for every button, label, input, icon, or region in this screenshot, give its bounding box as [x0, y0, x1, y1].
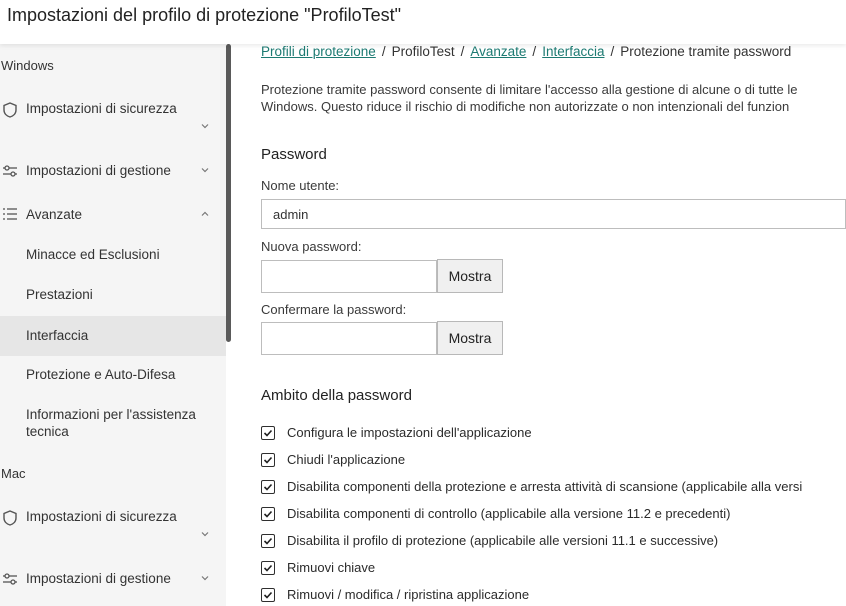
sidebar-item-label: Impostazioni di sicurezza: [26, 101, 177, 116]
sidebar-item-windows-management[interactable]: [0, 152, 226, 188]
sidebar-scrollbar[interactable]: [226, 44, 231, 342]
sliders-icon: [1, 570, 19, 588]
sidebar: [0, 44, 226, 606]
description-line-2: Windows. Questo riduce il rischio di modifiche non autorizzate o non intenzionali del funzion: [261, 99, 790, 114]
breadcrumb-separator: /: [381, 44, 386, 59]
chevron-up-icon[interactable]: [199, 208, 211, 220]
breadcrumb-current: Protezione tramite password: [620, 44, 792, 59]
breadcrumb-separator: /: [610, 44, 615, 59]
sidebar-item-label: Avanzate: [26, 207, 83, 222]
chevron-down-icon[interactable]: [199, 164, 211, 176]
sidebar-item-label: Impostazioni di sicurezza: [26, 509, 177, 524]
sidebar-item-label: Impostazioni di gestione: [26, 571, 171, 586]
checkbox[interactable]: [261, 534, 275, 548]
new-password-label: Nuova password:: [261, 239, 362, 254]
show-confirm-password-button[interactable]: Mostra: [437, 321, 503, 355]
sidebar-item-advanced[interactable]: [0, 196, 226, 232]
breadcrumb-separator: /: [532, 44, 537, 59]
scope-section-title: Ambito della password: [261, 387, 412, 404]
breadcrumb-separator: /: [460, 44, 465, 59]
password-section-title: Password: [261, 146, 327, 163]
breadcrumb-item-profile: ProfiloTest: [391, 44, 455, 59]
sidebar-item-mac-management[interactable]: [0, 560, 226, 596]
shield-icon: [1, 509, 19, 527]
description-line-1: Protezione tramite password consente di limitare l'accesso alla gestione di alcune o di tutte le: [261, 82, 798, 97]
sidebar-subitem-support-info[interactable]: Informazioni per l'assistenza tecnica: [26, 407, 196, 439]
confirm-password-label: Confermare la password:: [261, 302, 407, 317]
sidebar-item-mac-security[interactable]: [0, 504, 226, 544]
confirm-password-input[interactable]: [261, 322, 437, 355]
sidebar-item-label: Impostazioni di gestione: [26, 163, 171, 178]
window-title: Impostazioni del profilo di protezione "ProfiloTest": [7, 5, 401, 25]
checkbox[interactable]: [261, 453, 275, 467]
checkbox-label: Disabilita componenti della protezione e arresta attività di scansione (applicabile alla versi: [287, 479, 803, 494]
sidebar-subitem-protection-self-defense[interactable]: Protezione e Auto-Difesa: [26, 367, 176, 382]
username-input[interactable]: [261, 199, 846, 229]
sidebar-group-mac: Mac: [1, 466, 26, 481]
checkbox-label: Chiudi l'applicazione: [287, 452, 406, 467]
checkbox[interactable]: [261, 426, 275, 440]
chevron-down-icon[interactable]: [199, 120, 211, 132]
sidebar-item-windows-security[interactable]: [0, 96, 226, 136]
sidebar-group-windows: Windows: [1, 58, 54, 73]
breadcrumb-link-advanced[interactable]: Avanzate: [470, 44, 527, 59]
checkbox[interactable]: [261, 561, 275, 575]
checkbox-label: Rimuovi chiave: [287, 560, 376, 575]
page-description: [261, 81, 798, 115]
breadcrumb-link-interface[interactable]: Interfaccia: [542, 44, 605, 59]
show-new-password-button[interactable]: Mostra: [437, 259, 503, 293]
chevron-down-icon[interactable]: [199, 572, 211, 584]
checkbox[interactable]: [261, 480, 275, 494]
shield-icon: [1, 101, 19, 119]
checkbox-label: Rimuovi / modifica / ripristina applicazione: [287, 587, 530, 602]
chevron-down-icon[interactable]: [199, 528, 211, 540]
breadcrumb: [261, 44, 791, 59]
checkbox[interactable]: [261, 588, 275, 602]
list-icon: [1, 205, 19, 223]
title-bar: [0, 0, 846, 44]
checkbox-label: Disabilita componenti di controllo (applicabile alla versione 11.2 e precedenti): [287, 506, 731, 521]
sidebar-subitem-threats-exclusions[interactable]: Minacce ed Esclusioni: [26, 247, 160, 262]
sidebar-subitem-interface[interactable]: Interfaccia: [0, 316, 226, 356]
checkbox[interactable]: [261, 507, 275, 521]
checkbox-label: Configura le impostazioni dell'applicazione: [287, 425, 532, 440]
username-label: Nome utente:: [261, 178, 340, 193]
new-password-input[interactable]: [261, 260, 437, 293]
breadcrumb-link-profiles[interactable]: Profili di protezione: [261, 44, 376, 59]
checkbox-label: Disabilita il profilo di protezione (applicabile alle versioni 11.1 e successive): [287, 533, 719, 548]
sidebar-subitem-performance[interactable]: Prestazioni: [26, 287, 93, 302]
sliders-icon: [1, 162, 19, 180]
